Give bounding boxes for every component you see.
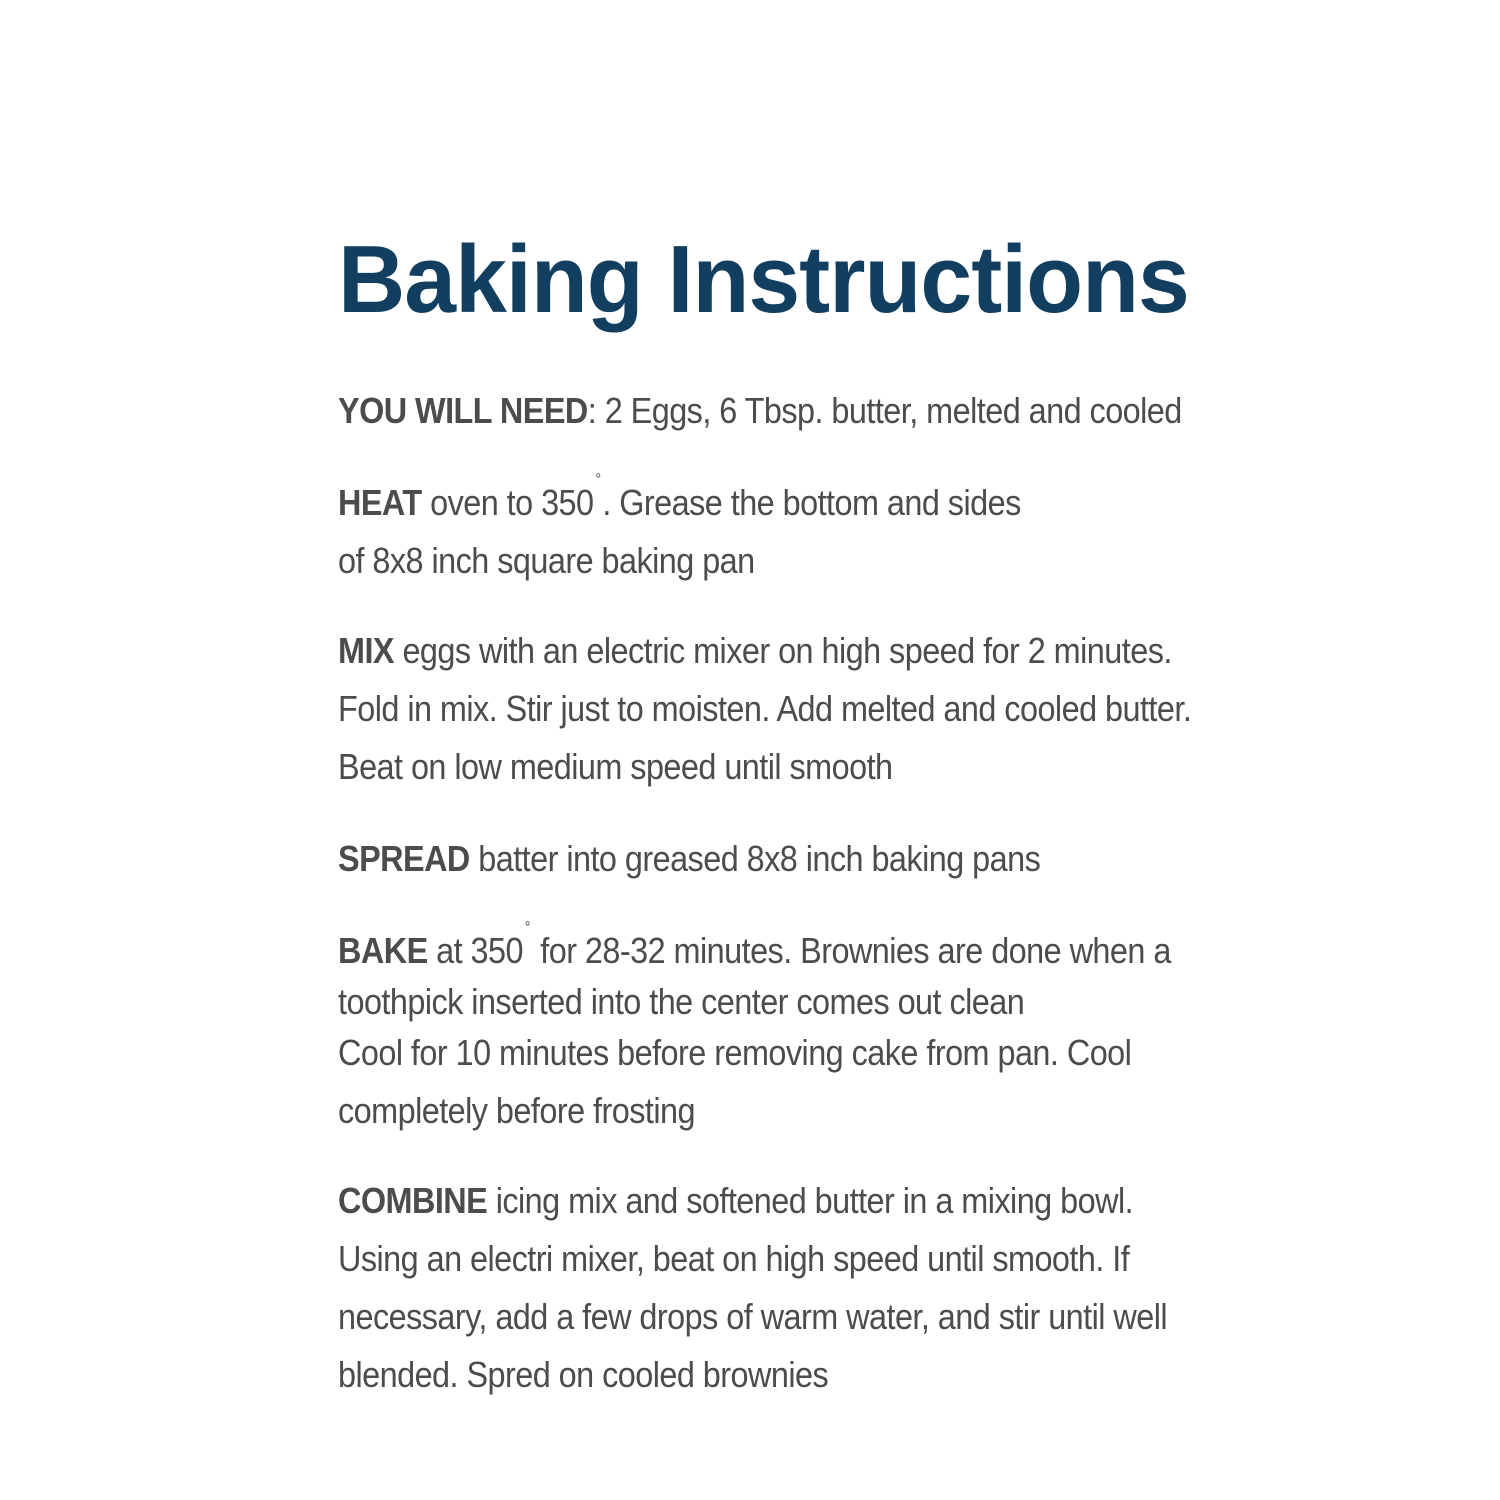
step-line: completely before frosting [338, 1090, 695, 1131]
step-heat [338, 471, 1238, 590]
step-keyword: SPREAD [338, 838, 470, 879]
step-text: for 28-32 minutes. Brownies are done when a [531, 930, 1171, 971]
step-bake [338, 919, 1238, 1140]
step-text: at 350 [427, 930, 523, 971]
step-text: batter into greased 8x8 inch baking pans [469, 838, 1041, 879]
step-you-will-need [338, 382, 1238, 440]
step-line: toothpick inserted into the center comes out clean [338, 981, 1025, 1022]
step-keyword: YOU WILL NEED [338, 390, 588, 431]
degree-symbol: ° [524, 919, 530, 936]
step-line [338, 830, 1238, 888]
step-spread [338, 830, 1238, 888]
step-line [338, 382, 1238, 440]
step-keyword: BAKE [338, 930, 428, 971]
step-line: Using an electri mixer, beat on high speed until smooth. If [338, 1238, 1130, 1279]
step-text: . Grease the bottom and sides [602, 482, 1021, 523]
step-line [338, 919, 1238, 980]
step-line: necessary, add a few drops of warm water, and stir until well [338, 1296, 1168, 1337]
step-keyword: COMBINE [338, 1180, 488, 1221]
step-text: eggs with an electric mixer on high speed for 2 minutes. [393, 630, 1172, 671]
step-line: Fold in mix. Stir just to moisten. Add melted and cooled butter. [338, 688, 1192, 729]
step-line [338, 1172, 1238, 1230]
step-line: blended. Spred on cooled brownies [338, 1354, 829, 1395]
instructions-panel [338, 226, 1338, 1436]
step-keyword: MIX [338, 630, 394, 671]
step-line [338, 471, 1238, 532]
step-mix [338, 622, 1238, 796]
page-title: Baking Instructions [338, 226, 1189, 333]
step-text: oven to 350 [421, 482, 594, 523]
step-line: Cool for 10 minutes before removing cake from pan. Cool [338, 1032, 1132, 1073]
step-keyword: HEAT [338, 482, 422, 523]
step-line [338, 622, 1238, 680]
degree-symbol: ° [595, 471, 601, 488]
step-combine [338, 1172, 1238, 1404]
step-line: Beat on low medium speed until smooth [338, 746, 893, 787]
step-text: : 2 Eggs, 6 Tbsp. butter, melted and cooled [587, 390, 1182, 431]
step-text: icing mix and softened butter in a mixing bowl. [487, 1180, 1134, 1221]
step-line: of 8x8 inch square baking pan [338, 540, 755, 581]
